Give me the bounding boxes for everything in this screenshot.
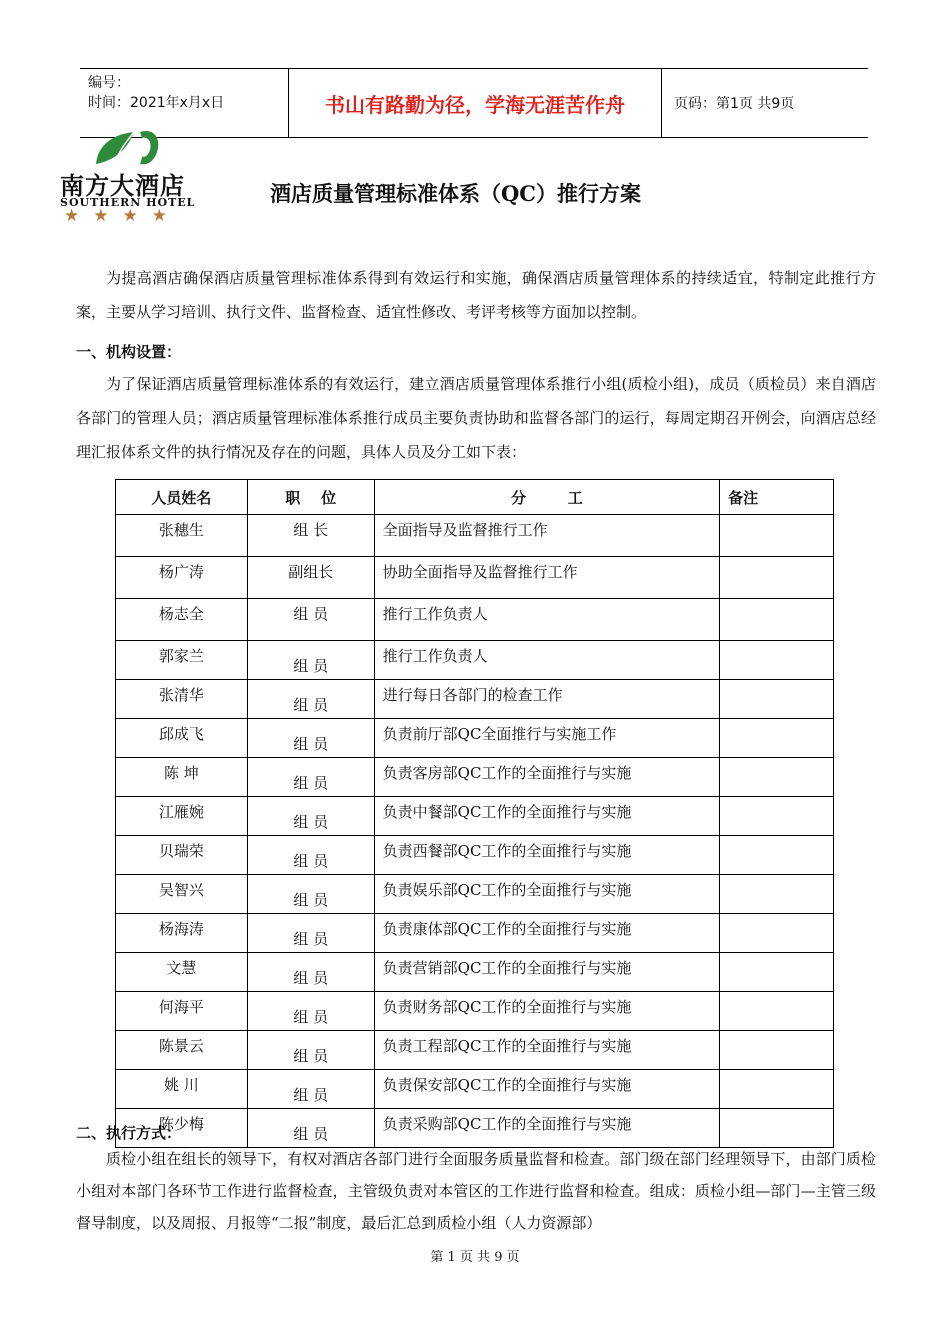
intro-paragraph: 为提高酒店确保酒店质量管理标准体系得到有效运行和实施，确保酒店质量管理体系的持续适宜，特制定此推行方案，主要从学习培训、执行文件、监督检查、适宜性修改、考评考核等方面加以控制。 <box>76 269 876 321</box>
staff-name: 张穗生 <box>116 515 248 557</box>
header-motto: 书山有路勤为径，学海无涯苦作舟 <box>289 69 662 137</box>
staff-role: 组 员 <box>247 992 374 1031</box>
column-header-duty: 分 工 <box>374 480 720 515</box>
staff-note <box>720 719 834 758</box>
table-row <box>116 953 834 992</box>
staff-note <box>720 875 834 914</box>
staff-duty: 负责工程部QC工作的全面推行与实施 <box>374 1031 720 1070</box>
staff-name: 陈 坤 <box>116 758 248 797</box>
staff-role: 组 员 <box>247 680 374 719</box>
logo-brand-cn: 南方大酒店 <box>60 172 185 200</box>
staff-role: 组 员 <box>247 953 374 992</box>
table-row <box>116 719 834 758</box>
staff-role: 组 员 <box>247 1109 374 1148</box>
table-row <box>116 992 834 1031</box>
staff-note <box>720 680 834 719</box>
table-row <box>116 1031 834 1070</box>
table-row <box>116 797 834 836</box>
staff-duty: 负责财务部QC工作的全面推行与实施 <box>374 992 720 1031</box>
table-row <box>116 641 834 680</box>
staff-name: 吴智兴 <box>116 875 248 914</box>
staff-name: 文慧 <box>116 953 248 992</box>
staff-table <box>115 479 834 1148</box>
table-row <box>116 1070 834 1109</box>
staff-duty: 推行工作负责人 <box>374 599 720 641</box>
table-row <box>116 914 834 953</box>
staff-duty: 负责康体部QC工作的全面推行与实施 <box>374 914 720 953</box>
staff-note <box>720 557 834 599</box>
staff-duty: 负责采购部QC工作的全面推行与实施 <box>374 1109 720 1148</box>
table-row <box>116 680 834 719</box>
staff-note <box>720 1109 834 1148</box>
staff-name: 陈少梅 <box>116 1109 248 1148</box>
staff-duty: 负责娱乐部QC工作的全面推行与实施 <box>374 875 720 914</box>
staff-name: 张清华 <box>116 680 248 719</box>
staff-name: 何海平 <box>116 992 248 1031</box>
staff-duty: 协助全面指导及监督推行工作 <box>374 557 720 599</box>
staff-duty: 负责保安部QC工作的全面推行与实施 <box>374 1070 720 1109</box>
column-header-note: 备注 <box>720 480 834 515</box>
staff-duty: 进行每日各部门的检查工作 <box>374 680 720 719</box>
staff-note <box>720 641 834 680</box>
table-row <box>116 557 834 599</box>
column-header-name: 人员姓名 <box>116 480 248 515</box>
staff-name: 杨广涛 <box>116 557 248 599</box>
staff-name: 陈景云 <box>116 1031 248 1070</box>
staff-role: 组 员 <box>247 641 374 680</box>
staff-name: 杨海涛 <box>116 914 248 953</box>
table-row <box>116 875 834 914</box>
staff-role: 组 员 <box>247 1070 374 1109</box>
staff-role: 组 员 <box>247 875 374 914</box>
page-footer: 第 1 页 共 9 页 <box>430 1250 520 1265</box>
staff-role: 组 员 <box>247 1031 374 1070</box>
section-2-paragraph: 质检小组在组长的领导下，有权对酒店各部门进行全面服务质量监督和检查。部门级在部门经理领导下，由部门质检小组对本部门各环节工作进行监督检查，主管级负责对本管区的工作进行监督和检查。组成：质检小组—部门—主管三级督导制度，以及周报、月报等“二报”制度，最后汇总到质检小组（人力资源部） <box>76 1150 876 1232</box>
staff-duty: 负责客房部QC工作的全面推行与实施 <box>374 758 720 797</box>
staff-duty: 负责营销部QC工作的全面推行与实施 <box>374 953 720 992</box>
staff-name: 姚 川 <box>116 1070 248 1109</box>
staff-note <box>720 992 834 1031</box>
staff-note <box>720 797 834 836</box>
staff-duty: 推行工作负责人 <box>374 641 720 680</box>
table-row <box>116 836 834 875</box>
staff-name: 邱成飞 <box>116 719 248 758</box>
logo-brand-en: SOUTHERN HOTEL <box>60 196 196 209</box>
staff-note <box>720 599 834 641</box>
staff-note <box>720 1070 834 1109</box>
section-2-heading: 二、执行方式： <box>76 1124 182 1142</box>
table-row <box>116 758 834 797</box>
table-row <box>116 599 834 641</box>
staff-duty: 全面指导及监督推行工作 <box>374 515 720 557</box>
staff-note <box>720 758 834 797</box>
doc-time-label: 时间：2021年x月x日 <box>88 95 225 111</box>
star-rating-icon: ★★★★ <box>64 206 181 226</box>
doc-number-label: 编号： <box>88 75 130 91</box>
staff-name: 贝瑞荣 <box>116 836 248 875</box>
page-indicator: 页码：第1页 共9页 <box>674 96 795 112</box>
staff-role: 组 长 <box>247 515 374 557</box>
document-title: 酒店质量管理标准体系（QC）推行方案 <box>270 181 642 206</box>
staff-note <box>720 836 834 875</box>
staff-name: 江雁婉 <box>116 797 248 836</box>
staff-duty: 负责中餐部QC工作的全面推行与实施 <box>374 797 720 836</box>
section-1-heading: 一、机构设置： <box>76 343 182 361</box>
staff-duty: 负责西餐部QC工作的全面推行与实施 <box>374 836 720 875</box>
table-row <box>116 515 834 557</box>
staff-role: 副组长 <box>247 557 374 599</box>
staff-role: 组 员 <box>247 797 374 836</box>
staff-role: 组 员 <box>247 914 374 953</box>
staff-name: 杨志全 <box>116 599 248 641</box>
hotel-logo <box>56 126 206 226</box>
column-header-role: 职 位 <box>247 480 374 515</box>
staff-note <box>720 953 834 992</box>
staff-role: 组 员 <box>247 836 374 875</box>
table-row <box>116 1109 834 1148</box>
staff-role: 组 员 <box>247 599 374 641</box>
staff-note <box>720 914 834 953</box>
table-header-row <box>116 480 834 515</box>
staff-role: 组 员 <box>247 758 374 797</box>
section-1-paragraph: 为了保证酒店质量管理标准体系的有效运行，建立酒店质量管理体系推行小组(质检小组)，成员（质检员）来自酒店各部门的管理人员；酒店质量管理标准体系推行成员主要负责协助和监督各部门的运行，每周定期召开例会，向酒店总经理汇报体系文件的执行情况及存在的问题，具体人员及分工如下表： <box>76 375 876 461</box>
staff-note <box>720 515 834 557</box>
staff-role: 组 员 <box>247 719 374 758</box>
staff-note <box>720 1031 834 1070</box>
staff-name: 郭家兰 <box>116 641 248 680</box>
staff-duty: 负责前厅部QC全面推行与实施工作 <box>374 719 720 758</box>
